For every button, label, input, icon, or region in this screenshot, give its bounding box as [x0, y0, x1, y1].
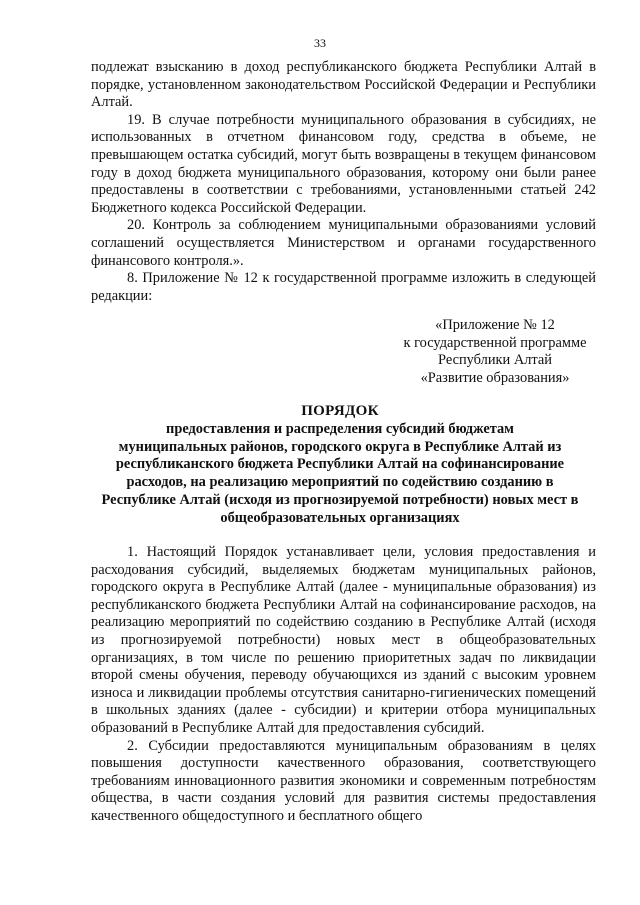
subtitle-line: республиканского бюджета Республики Алтай на софинансирование — [115, 456, 565, 473]
subtitle-line: общеобразовательных организациях — [220, 509, 460, 526]
document-title-block — [80, 403, 600, 528]
appendix-reference — [370, 317, 620, 387]
document-subtitle — [80, 421, 600, 528]
appendix-reference-line: Республики Алтай — [438, 352, 552, 369]
appendix-reference-line: «Приложение № 12 — [435, 317, 555, 333]
paragraph-item-8: 8. Приложение № 12 к государственной программе изложить в следующей редакции: — [91, 270, 596, 304]
paragraph-continuation: подлежат взысканию в доход республиканского бюджета Республики Алтай в порядке, установленном законодательством Российской Федерации и Республики Алтай. — [91, 59, 596, 111]
subtitle-line: Республике Алтай (исходя из прогнозируемой потребности) новых мест в — [101, 491, 579, 508]
main-text-section — [91, 544, 596, 826]
page-number: 33 — [314, 36, 326, 50]
appendix-reference-line: «Развитие образования» — [420, 369, 570, 386]
top-text-section — [91, 59, 596, 305]
paragraph-item-2: 2. Субсидии предоставляются муниципальным образованиям в целях повышения доступности качественного образования, соответствующего требованиям инновационного развития экономики и современным потребностям общества, в части создания условий для развития системы предоставления качественного общедоступного и бесплатного общего — [91, 737, 596, 824]
appendix-reference-line: к государственной программе — [403, 334, 587, 351]
paragraph-item-20: 20. Контроль за соблюдением муниципальными образованиями условий соглашений осуществляется Министерством и органами государственного финансового контроля.». — [91, 217, 596, 269]
paragraph-item-19: 19. В случае потребности муниципального образования в субсидиях, не использованных в отчетном финансовом году, средства в объеме, не превышающем остатка субсидий, могут быть возвращены в текущем финансовом году в доход бюджета муниципального образования, которому они были ранее предоставлены в соответствии с требованиями, установленными статьей 242 Бюджетного кодекса Российской Федерации. — [91, 111, 596, 216]
paragraph-item-1: 1. Настоящий Порядок устанавливает цели, условия предоставления и расходования субсидий, выделяемых бюджетам муниципальных районов, городского округа в Республике Алтай (далее - муниципальные образования) из республиканского бюджета Республики Алтай на софинансирование расходов, на реализацию мероприятий по содействию созданию в Республике Алтай (исходя из прогнозируемой потребности) новых мест в общеобразовательных организациях, в том числе по решению приоритетных задач по ликвидации второй смены обучения, переводу обучающихся из зданий с высоким уровнем износа и ликвидации проблемы отсутствия санитарно-гигиенических помещений в школьных зданиях (далее - субсидии) и критерии отбора муниципальных образований в Республике Алтай для предоставления субсидий. — [91, 544, 596, 736]
subtitle-line: предоставления и распределения субсидий бюджетам — [166, 420, 514, 437]
subtitle-line: муниципальных районов, городского округа в Республике Алтай из — [118, 438, 562, 455]
document-title: ПОРЯДОК — [301, 403, 379, 419]
subtitle-line: расходов, на реализацию мероприятий по содействию созданию в — [126, 474, 554, 491]
